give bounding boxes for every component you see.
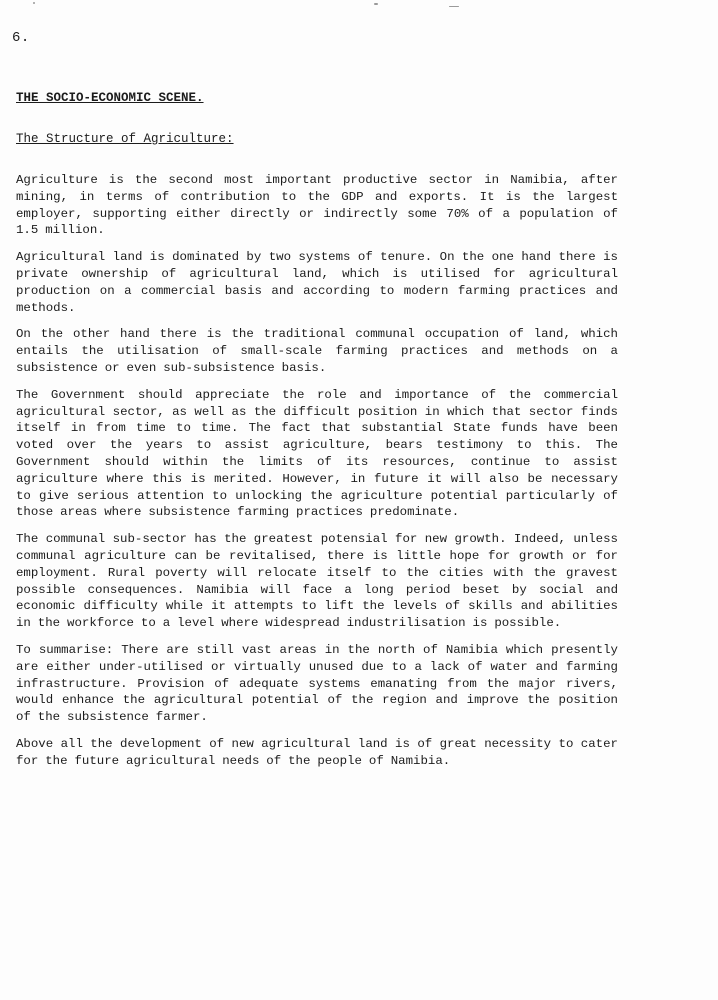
body-text bbox=[16, 172, 618, 780]
scan-speck bbox=[33, 2, 35, 4]
paragraph-land-tenure: Agricultural land is dominated by two systems of tenure. On the one hand there is private ownership of agricultural land, which is utilised for agricultural production on a commercial basis and according to modern farming practices and methods. bbox=[16, 250, 618, 315]
paragraph-communal-growth: The communal sub-sector has the greatest potensial for new growth. Indeed, unless communal agriculture can be revitalised, there is little hope for growth or for employment. Rural poverty will relocate itself to the cities with the gravest possible consequences. Namibia will face a long period beset by social and economic difficulty while it attempts to lift the levels of skills and abilities in the workforce to a level where widespread industrilisation is possible. bbox=[16, 532, 618, 631]
paragraph-government-role: The Government should appreciate the role and importance of the commercial agricultural sector, as well as the difficult position in which that sector finds itself in from time to time. The fact that substantial State funds have been voted over the years to assist agriculture, bears testimony to this. The Government should within the limits of its resources, continue to assist agriculture where this is merited. However, in future it will also be necessary to give serious attention to unlocking the agriculture potential particularly of those areas where subsistence farming practices predominate. bbox=[16, 387, 618, 520]
paragraph-summary: To summarise: There are still vast areas in the north of Namibia which presently are either under-utilised or virtually unused due to a lack of water and farming infrastructure. Provision of adequate systems emanating from the major rivers, would enhance the agricultural potential of the region and improve the position of the subsistence farmer. bbox=[16, 642, 618, 725]
scan-speck bbox=[449, 6, 459, 7]
paragraph-communal-occupation: On the other hand there is the traditional communal occupation of land, which entails the utilisation of small-scale farming practices and methods on a subsistence or even sub-subsistence basis. bbox=[16, 327, 618, 375]
paragraph-new-land: Above all the development of new agricultural land is of great necessity to cater for the future agricultural needs of the people of Namibia. bbox=[16, 736, 618, 768]
scan-speck bbox=[374, 3, 378, 5]
page-number: 6. bbox=[12, 30, 30, 46]
paragraph-agriculture-importance: Agriculture is the second most important productive sector in Namibia, after mining, in terms of contribution to the GDP and exports. It is the largest employer, supporting either directly or indirectly some 70% of a population of 1.5 million. bbox=[16, 173, 618, 238]
section-title: THE SOCIO-ECONOMIC SCENE. bbox=[16, 91, 204, 105]
subsection-title: The Structure of Agriculture: bbox=[16, 132, 234, 146]
